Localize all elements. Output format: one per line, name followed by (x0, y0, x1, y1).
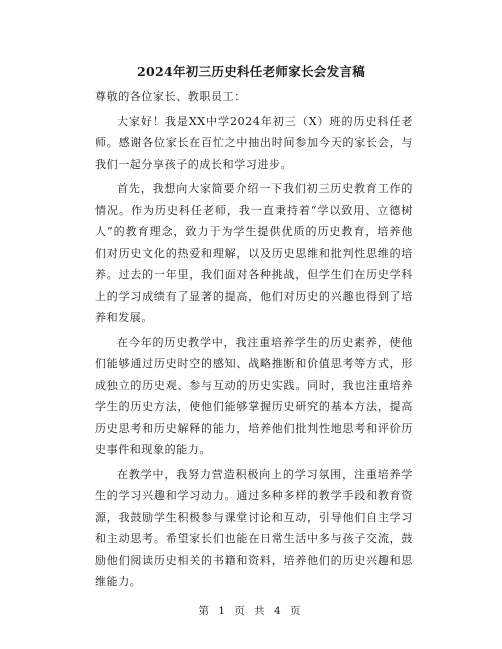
paragraph-classroom: 在教学中，我努力营造积极向上的学习氛围，注重培养学生的学习兴趣和学习动力。通过多种多样的教学手段和教育资源，我鼓励学生积极参与课堂讨论和互动，引导他们自主学习和主动思考。希望家长们也能在日常生活中多与孩子交流，鼓励他们阅读历史相关的书籍和资料，培养他们的历史兴趣和思维能力。 (95, 467, 413, 588)
document-title: 2024年初三历史科任老师家长会发言稿 (137, 64, 365, 79)
paragraph-introduction: 首先，我想向大家简要介绍一下我们初三历史教育工作的情况。作为历史科任老师，我一直秉持着“学以致用、立德树人”的教育理念，致力于为学生提供优质的历史教育，培养他们对历史文化的热爱和理解，以及历史思维和批判性思维的培养。过去的一年里，我们面对各种挑战，但学生们在历史学科上的学习成绩有了显著的提高，他们对历史的兴趣也得到了培养和发展。 (95, 182, 413, 324)
page-number-footer: 第 1 页 共 4 页 (198, 605, 304, 617)
paragraph-teaching: 在今年的历史教学中，我注重培养学生的历史素养，使他们能够通过历史时空的感知、战略推断和价值思考等方式，形成独立的历史观、参与互动的历史实践。同时，我也注重培养学生的历史方法，使他们能够掌握历史研究的基本方法，提高历史思考和历史解释的能力，培养他们批判性地思考和评价历史事件和现象的能力。 (95, 335, 413, 456)
salutation: 尊敬的各位家长、教职员工： (95, 90, 246, 103)
paragraph-greeting: 大家好！我是XX中学2024年初三（X）班的历史科任老师。感谢各位家长在百忙之中抽出时间参加今天的家长会，与我们一起分享孩子的成长和学习进步。 (95, 114, 413, 171)
document-body (95, 86, 413, 596)
